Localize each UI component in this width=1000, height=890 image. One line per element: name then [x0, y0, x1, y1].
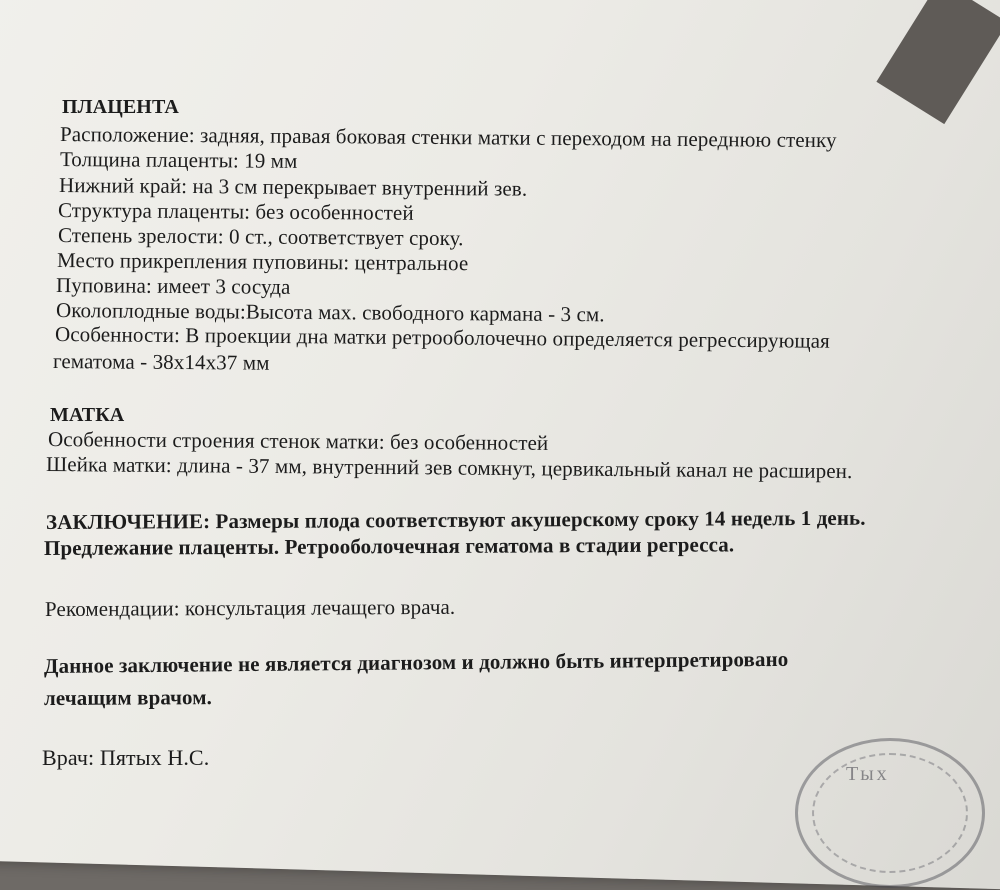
conclusion-line-2: Предлежание плаценты. Ретрооболочечная гематома в стадии регресса. [43, 532, 735, 560]
cervix: Шейка матки: длина - 37 мм, внутренний зев сомкнут, цервикальный канал не расширен. [45, 452, 853, 484]
amniotic-fluid: Околоплодные воды:Высота мах. свободного кармана - 3 см. [55, 298, 605, 327]
doctor-signature-line: Врач: Пятых Н.С. [42, 745, 210, 770]
disclaimer-line-2: лечащим врачом. [43, 685, 213, 710]
uterus-walls: Особенности строения стенок матки: без особенностей [47, 427, 549, 455]
placenta-features: Особенности: В проекции дна матки ретрооболочечно определяется регрессирующая [54, 322, 830, 353]
uterus-heading: МАТКА [50, 404, 125, 426]
placenta-location: Расположение: задняя, правая боковая стенки матки с переходом на переднюю стенку [59, 122, 837, 153]
placenta-maturity: Степень зрелости: 0 ст., соответствует сроку. [57, 223, 464, 251]
recommendations: Рекомендации: консультация лечащего врача. [44, 594, 456, 621]
placenta-heading: ПЛАЦЕНТА [62, 96, 179, 118]
hematoma-size: гематома - 38х14х37 мм [52, 349, 270, 375]
placenta-thickness: Толщина плаценты: 19 мм [59, 147, 298, 173]
placenta-lower-edge: Нижний край: на 3 см перекрывает внутренний зев. [58, 173, 528, 201]
stamp-inner-ring [812, 753, 968, 873]
disclaimer-line-1: Данное заключение не является диагнозом и должно быть интерпретировано [43, 646, 789, 678]
umbilical-cord: Пуповина: имеет 3 сосуда [55, 273, 291, 299]
stamp-text: Тых [846, 763, 890, 785]
placenta-structure: Структура плаценты: без особенностей [57, 198, 414, 225]
doctor-stamp [795, 738, 985, 888]
conclusion-line-1: ЗАКЛЮЧЕНИЕ: Размеры плода соответствуют акушерскому сроку 14 недель 1 день. [45, 505, 866, 534]
umbilical-cord-attachment: Место прикрепления пуповины: центральное [56, 248, 469, 276]
